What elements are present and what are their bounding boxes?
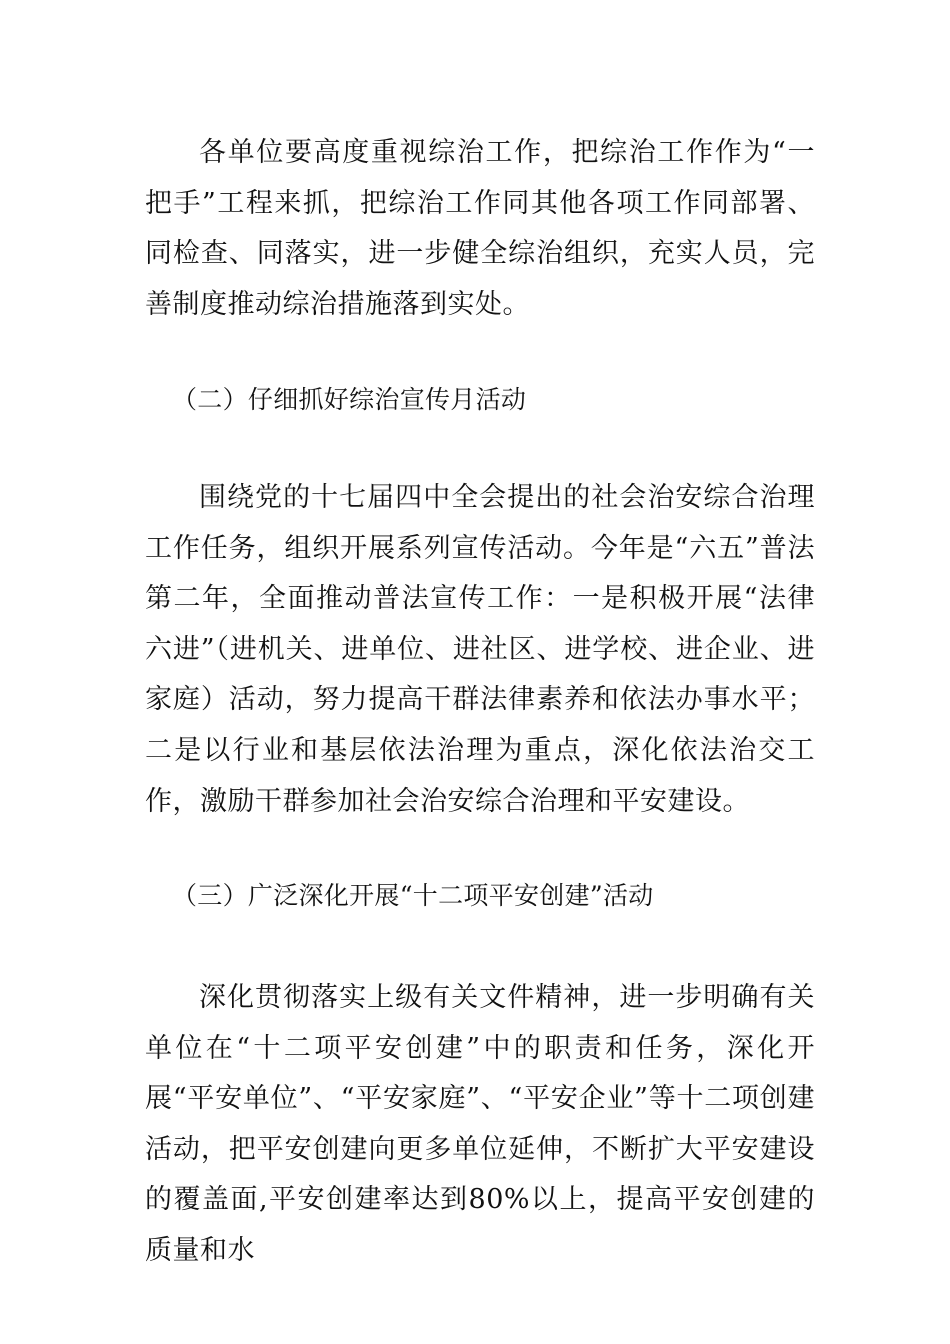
section-heading: （二）仔细抓好综治宣传月活动 <box>172 385 527 414</box>
section-heading: （三）广泛深化开展“十二项平安创建”活动 <box>172 881 654 910</box>
body-paragraph: 各单位要高度重视综治工作，把综治工作作为“一把手”工程来抓，把综治工作同其他各项工作同部署、同检查、同落实，进一步健全综治组织，充实人员，完善制度推动综治措施落到实处。 <box>145 137 815 320</box>
body-paragraph: 围绕党的十七届四中全会提出的社会治安综合治理工作任务，组织开展系列宣传活动。今年是“六五”普法第二年，全面推动普法宣传工作：一是积极开展“法律六进”（进机关、进单位、进社区、进学校、进企业、进家庭）活动，努力提高干群法律素养和依法办事水平；二是以行业和基层依法治理为重点，深化依法治交工作，激励干群参加社会治安综合治理和平安建设。 <box>145 482 815 817</box>
body-paragraph: 深化贯彻落实上级有关文件精神，进一步明确有关单位在“十二项平安创建”中的职责和任务，深化开展“平安单位”、“平安家庭”、“平安企业”等十二项创建活动，把平安创建向更多单位延伸，不断扩大平安建设的覆盖面,平安创建率达到80%以上，提高平安创建的质量和水 <box>145 982 815 1266</box>
